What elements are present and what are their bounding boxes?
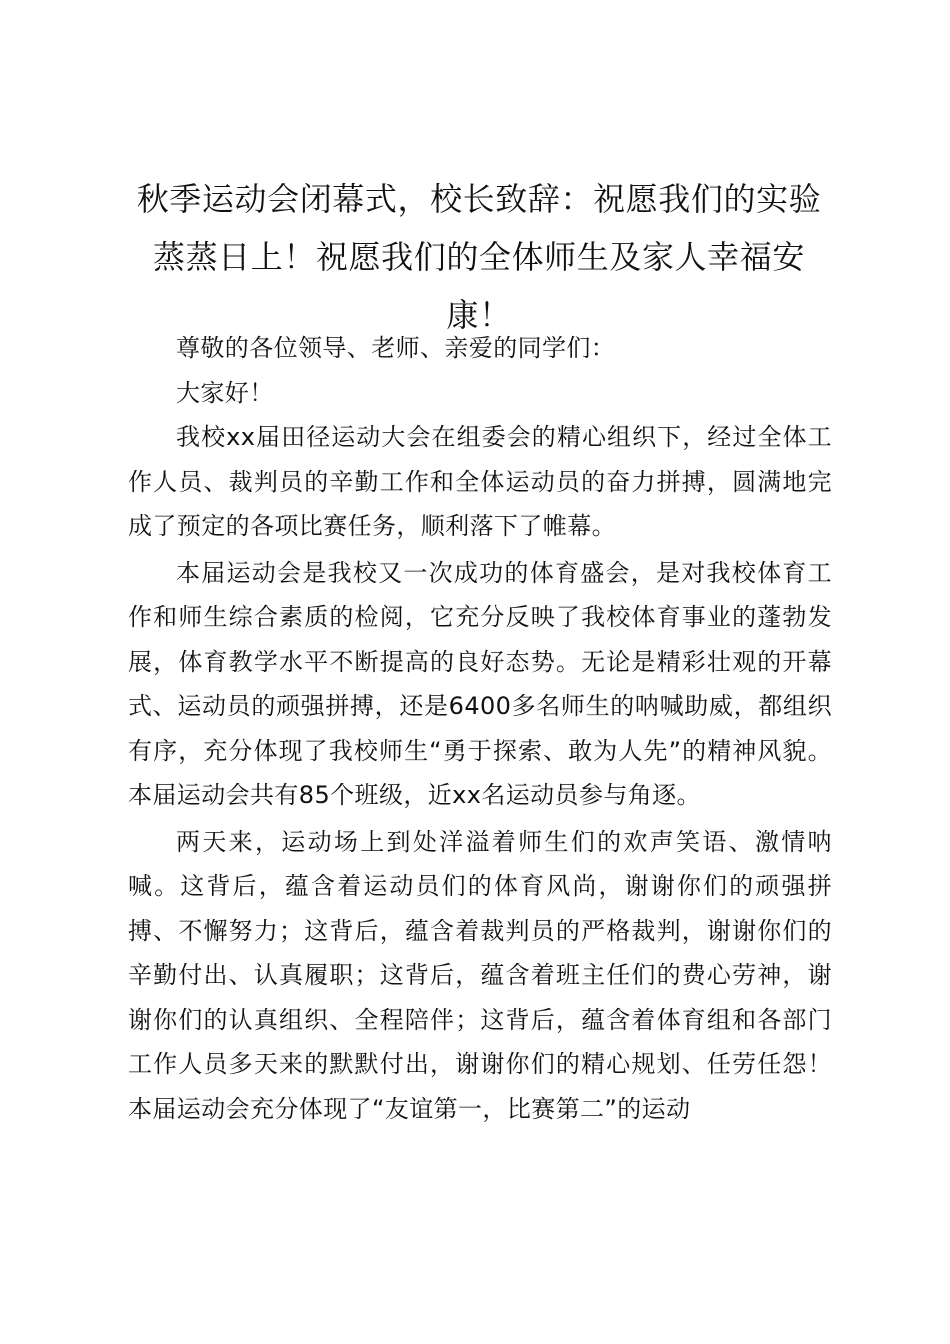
document-title: 秋季运动会闭幕式，校长致辞：祝愿我们的实验蒸蒸日上！祝愿我们的全体师生及家人幸福安康！ — [136, 180, 822, 334]
body-paragraph-2: 本届运动会是我校又一次成功的体育盛会，是对我校体育工作和师生综合素质的检阅，它充分反映了我校体育事业的蓬勃发展，体育教学水平不断提高的良好态势。无论是精彩壮观的开幕式、运动员的顽强拼搏，还是6400多名师生的呐喊助威，都组织有序，充分体现了我校师生“勇于探索、敢为人先”的精神风貌。本届运动会共有85个班级，近xx名运动员参与角逐。 — [128, 558, 832, 809]
greeting-paragraph: 大家好！ — [176, 378, 274, 407]
document-body — [128, 326, 832, 1131]
body-paragraph-1: 我校xx届田径运动大会在组委会的精心组织下，经过全体工作人员、裁判员的辛勤工作和全体运动员的奋力拼搏，圆满地完成了预定的各项比赛任务，顺利落下了帷幕。 — [128, 423, 832, 540]
salutation-paragraph: 尊敬的各位领导、老师、亲爱的同学们： — [176, 334, 616, 362]
body-paragraph-3: 两天来，运动场上到处洋溢着师生们的欢声笑语、激情呐喊。这背后，蕴含着运动员们的体育风尚，谢谢你们的顽强拼搏、不懈努力；这背后，蕴含着裁判员的严格裁判，谢谢你们的辛勤付出、认真履职；这背后，蕴含着班主任们的费心劳神，谢谢你们的认真组织、全程陪伴；这背后，蕴含着体育组和各部门工作人员多天来的默默付出，谢谢你们的精心规划、任劳任怨！本届运动会充分体现了“友谊第一，比赛第二”的运动 — [128, 827, 832, 1123]
